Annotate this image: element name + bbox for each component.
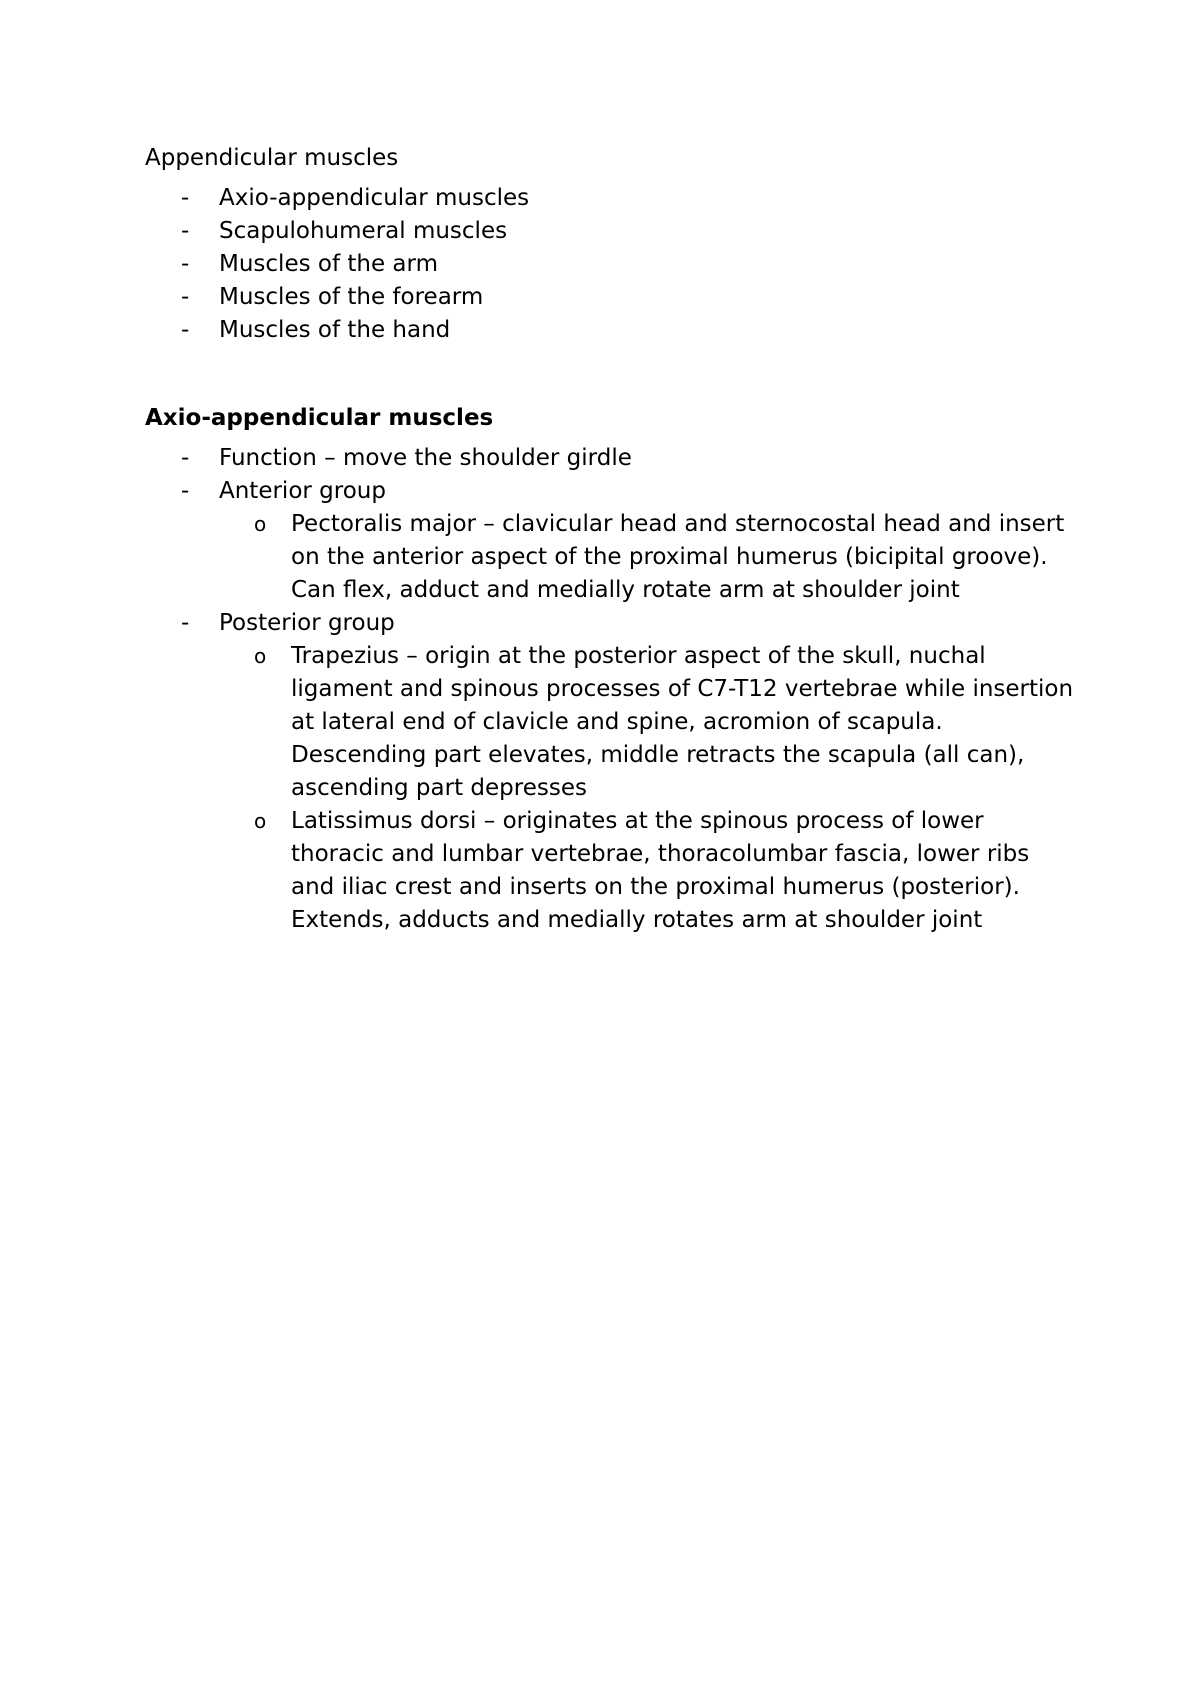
posterior-group-sublist bbox=[219, 640, 1075, 937]
anterior-group-sublist bbox=[219, 508, 1075, 607]
list-item bbox=[145, 182, 1075, 215]
dash-bullet: - bbox=[181, 478, 190, 504]
section-title-appendicular-muscles: Appendicular muscles bbox=[145, 145, 399, 171]
sub-list-item-text: Pectoralis major – clavicular head and sternocostal head and insert on the anterior aspect of the proximal humerus (bicipital groove). Can flex, adduct and medially rotate arm at shoulder joint bbox=[291, 511, 1065, 603]
circle-bullet-icon: o bbox=[254, 809, 267, 833]
dash-bullet: - bbox=[181, 445, 190, 471]
list-item-text: Muscles of the hand bbox=[219, 317, 451, 343]
list-item bbox=[145, 607, 1075, 937]
document-body bbox=[145, 142, 1075, 937]
dash-bullet: - bbox=[181, 284, 190, 310]
dash-bullet: - bbox=[181, 185, 190, 211]
dash-bullet: - bbox=[181, 317, 190, 343]
sub-list-item bbox=[219, 640, 1075, 805]
axio-appendicular-list bbox=[145, 442, 1075, 937]
list-item-text: Posterior group bbox=[219, 610, 395, 636]
list-item-text: Function – move the shoulder girdle bbox=[219, 445, 632, 471]
sub-list-item bbox=[219, 508, 1075, 607]
list-item-text: Anterior group bbox=[219, 478, 386, 504]
list-item bbox=[145, 281, 1075, 314]
list-item bbox=[145, 248, 1075, 281]
sub-list-item-text: Trapezius – origin at the posterior aspect of the skull, nuchal ligament and spinous processes of C7-T12 vertebrae while insertion at lateral end of clavicle and spine, acromion of scapula. Descending part elevates, middle retracts the scapula (all can), ascending part depresses bbox=[291, 643, 1074, 801]
list-item-text: Muscles of the forearm bbox=[219, 284, 484, 310]
dash-bullet: - bbox=[181, 251, 190, 277]
sub-list-item bbox=[219, 805, 1075, 937]
sub-list-item-text: Latissimus dorsi – originates at the spinous process of lower thoracic and lumbar vertebrae, thoracolumbar fascia, lower ribs and iliac crest and inserts on the proximal humerus (posterior). Extends, adducts and medially rotates arm at shoulder joint bbox=[291, 808, 1030, 933]
dash-bullet: - bbox=[181, 610, 190, 636]
list-item-text: Scapulohumeral muscles bbox=[219, 218, 508, 244]
dash-bullet: - bbox=[181, 218, 190, 244]
list-item-text: Axio-appendicular muscles bbox=[219, 185, 530, 211]
section-heading-axio-appendicular: Axio-appendicular muscles bbox=[145, 405, 494, 431]
list-item-text: Muscles of the arm bbox=[219, 251, 438, 277]
spacer bbox=[145, 347, 1075, 402]
list-item bbox=[145, 215, 1075, 248]
circle-bullet-icon: o bbox=[254, 512, 267, 536]
list-item bbox=[145, 475, 1075, 607]
list-item bbox=[145, 314, 1075, 347]
list-item bbox=[145, 442, 1075, 475]
circle-bullet-icon: o bbox=[254, 644, 267, 668]
appendicular-muscles-list bbox=[145, 182, 1075, 347]
